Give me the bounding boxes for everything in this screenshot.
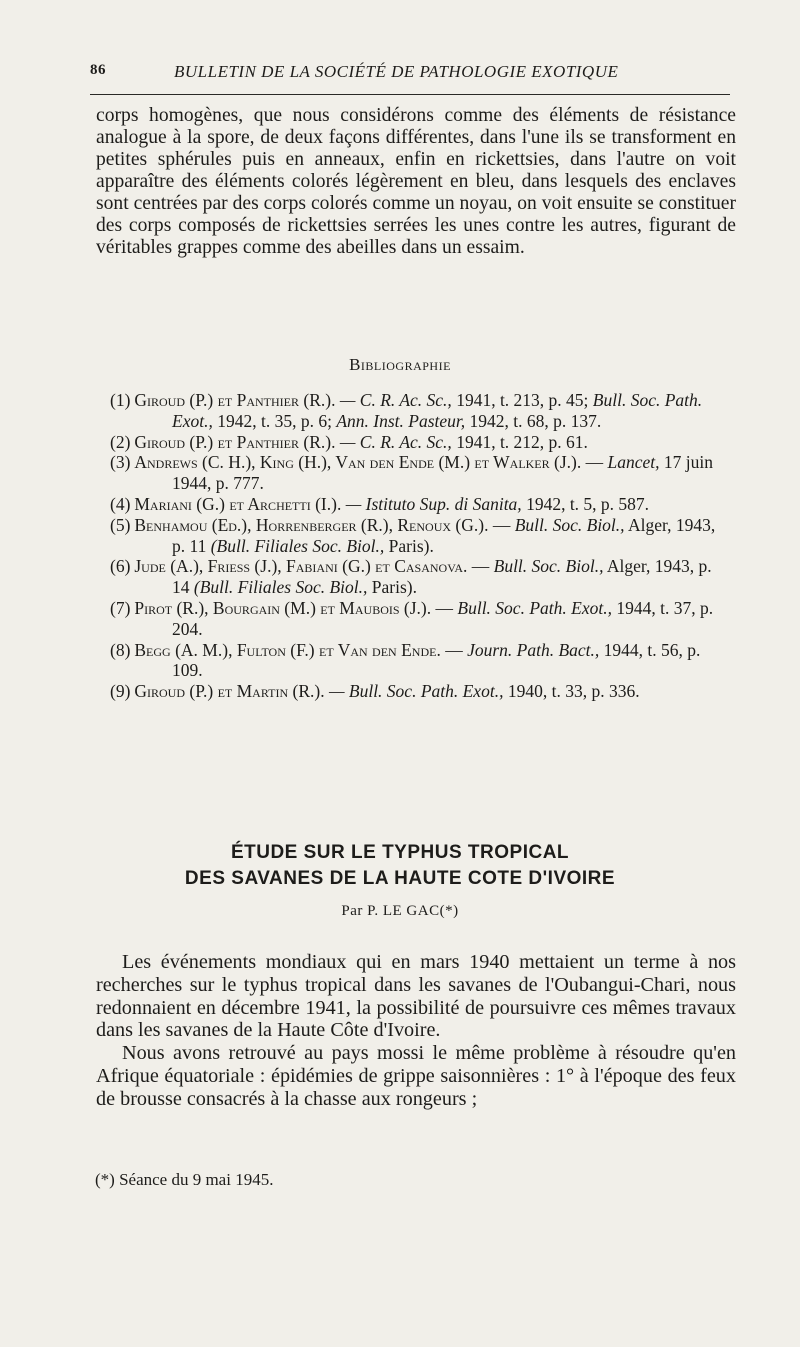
reference-item: (5) Benhamou (Ed.), Horrenberger (R.), Renoux (G.). — Bull. Soc. Biol., Alger, 1943, p. 11 (Bull. Filiales Soc. Biol., Paris). xyxy=(110,514,716,556)
reference-item: (2) Giroud (P.) et Panthier (R.). — C. R. Ac. Sc., 1941, t. 212, p. 61. xyxy=(110,431,588,452)
reference-item: (4) Mariani (G.) et Archetti (I.). — Istituto Sup. di Sanita, 1942, t. 5, p. 587. xyxy=(110,493,650,514)
intro-paragraph: corps homogènes, que nous considérons comme des éléments de résistance analogue à la spore, de deux façons différentes, dans l'une ils se transforment en petites sphérules puis en anneaux, enfin en rickettsies, dans l'autre on voit apparaître des éléments colorés légèrement en bleu, dans lesquels des enclaves sont centrées par des corps colorés comme un noyau, on voit ensuite se constituer des corps composés de rickettsies serrées les unes contre les autres, figurant de véritables grappes comme des abeilles dans un essaim. xyxy=(96,105,736,258)
reference-item: (7) Pirot (R.), Bourgain (M.) et Maubois (J.). — Bull. Soc. Path. Exot., 1944, t. 37, p. 204. xyxy=(110,597,714,639)
bibliography-list xyxy=(110,390,730,702)
reference-item: (8) Begg (A. M.), Fulton (F.) et Van den Ende. — Journ. Path. Bact., 1944, t. 56, p. 109. xyxy=(110,639,701,681)
reference-item: (9) Giroud (P.) et Martin (R.). — Bull. Soc. Path. Exot., 1940, t. 33, p. 336. xyxy=(110,681,640,702)
article-byline: Par P. LE GAC(*) xyxy=(341,903,459,919)
footnote: (*) Séance du 9 mai 1945. xyxy=(95,1170,274,1189)
running-title: BULLETIN DE LA SOCIÉTÉ DE PATHOLOGIE EXOTIQUE xyxy=(174,62,619,81)
intro-text xyxy=(96,105,736,259)
bibliography-heading: Bibliographie xyxy=(349,355,451,374)
reference-item: (1) Giroud (P.) et Panthier (R.). — C. R. Ac. Sc., 1941, t. 213, p. 45; Bull. Soc. Path. Exot., 1942, t. 35, p. 6; Ann. Inst. Pasteur, 1942, t. 68, p. 137. xyxy=(110,390,703,431)
reference-item: (6) Jude (A.), Friess (J.), Fabiani (G.) et Casanova. — Bull. Soc. Biol., Alger, 1943, p. 14 (Bull. Filiales Soc. Biol., Paris). xyxy=(110,556,712,598)
reference-item: (3) Andrews (C. H.), King (H.), Van den Ende (M.) et Walker (J.). — Lancet, 17 juin 1944, p. 777. xyxy=(110,452,713,494)
page-number: 86 xyxy=(90,62,106,78)
article-title xyxy=(0,840,800,892)
article-title-line-1: ÉTUDE SUR LE TYPHUS TROPICAL xyxy=(230,842,570,863)
article-paragraph: Les événements mondiaux qui en mars 1940 mettaient un terme à nos recherches sur le typhus tropical dans les savanes de l'Oubangui-Chari, nous redonnaient en décembre 1941, la possibilité de poursuivre ces mêmes travaux dans les savanes de la Haute Côte d'Ivoire. xyxy=(96,951,736,1042)
article-body xyxy=(96,951,736,1111)
article-title-line-2: DES SAVANES DE LA HAUTE COTE D'IVOIRE xyxy=(184,868,616,889)
article-paragraph: Nous avons retrouvé au pays mossi le même problème à résoudre qu'en Afrique équatoriale : épidémies de grippe saisonnières : 1° à l'époque des feux de brousse consacrés à la chasse aux rongeurs ; xyxy=(96,1042,736,1110)
header-rule xyxy=(90,94,730,95)
